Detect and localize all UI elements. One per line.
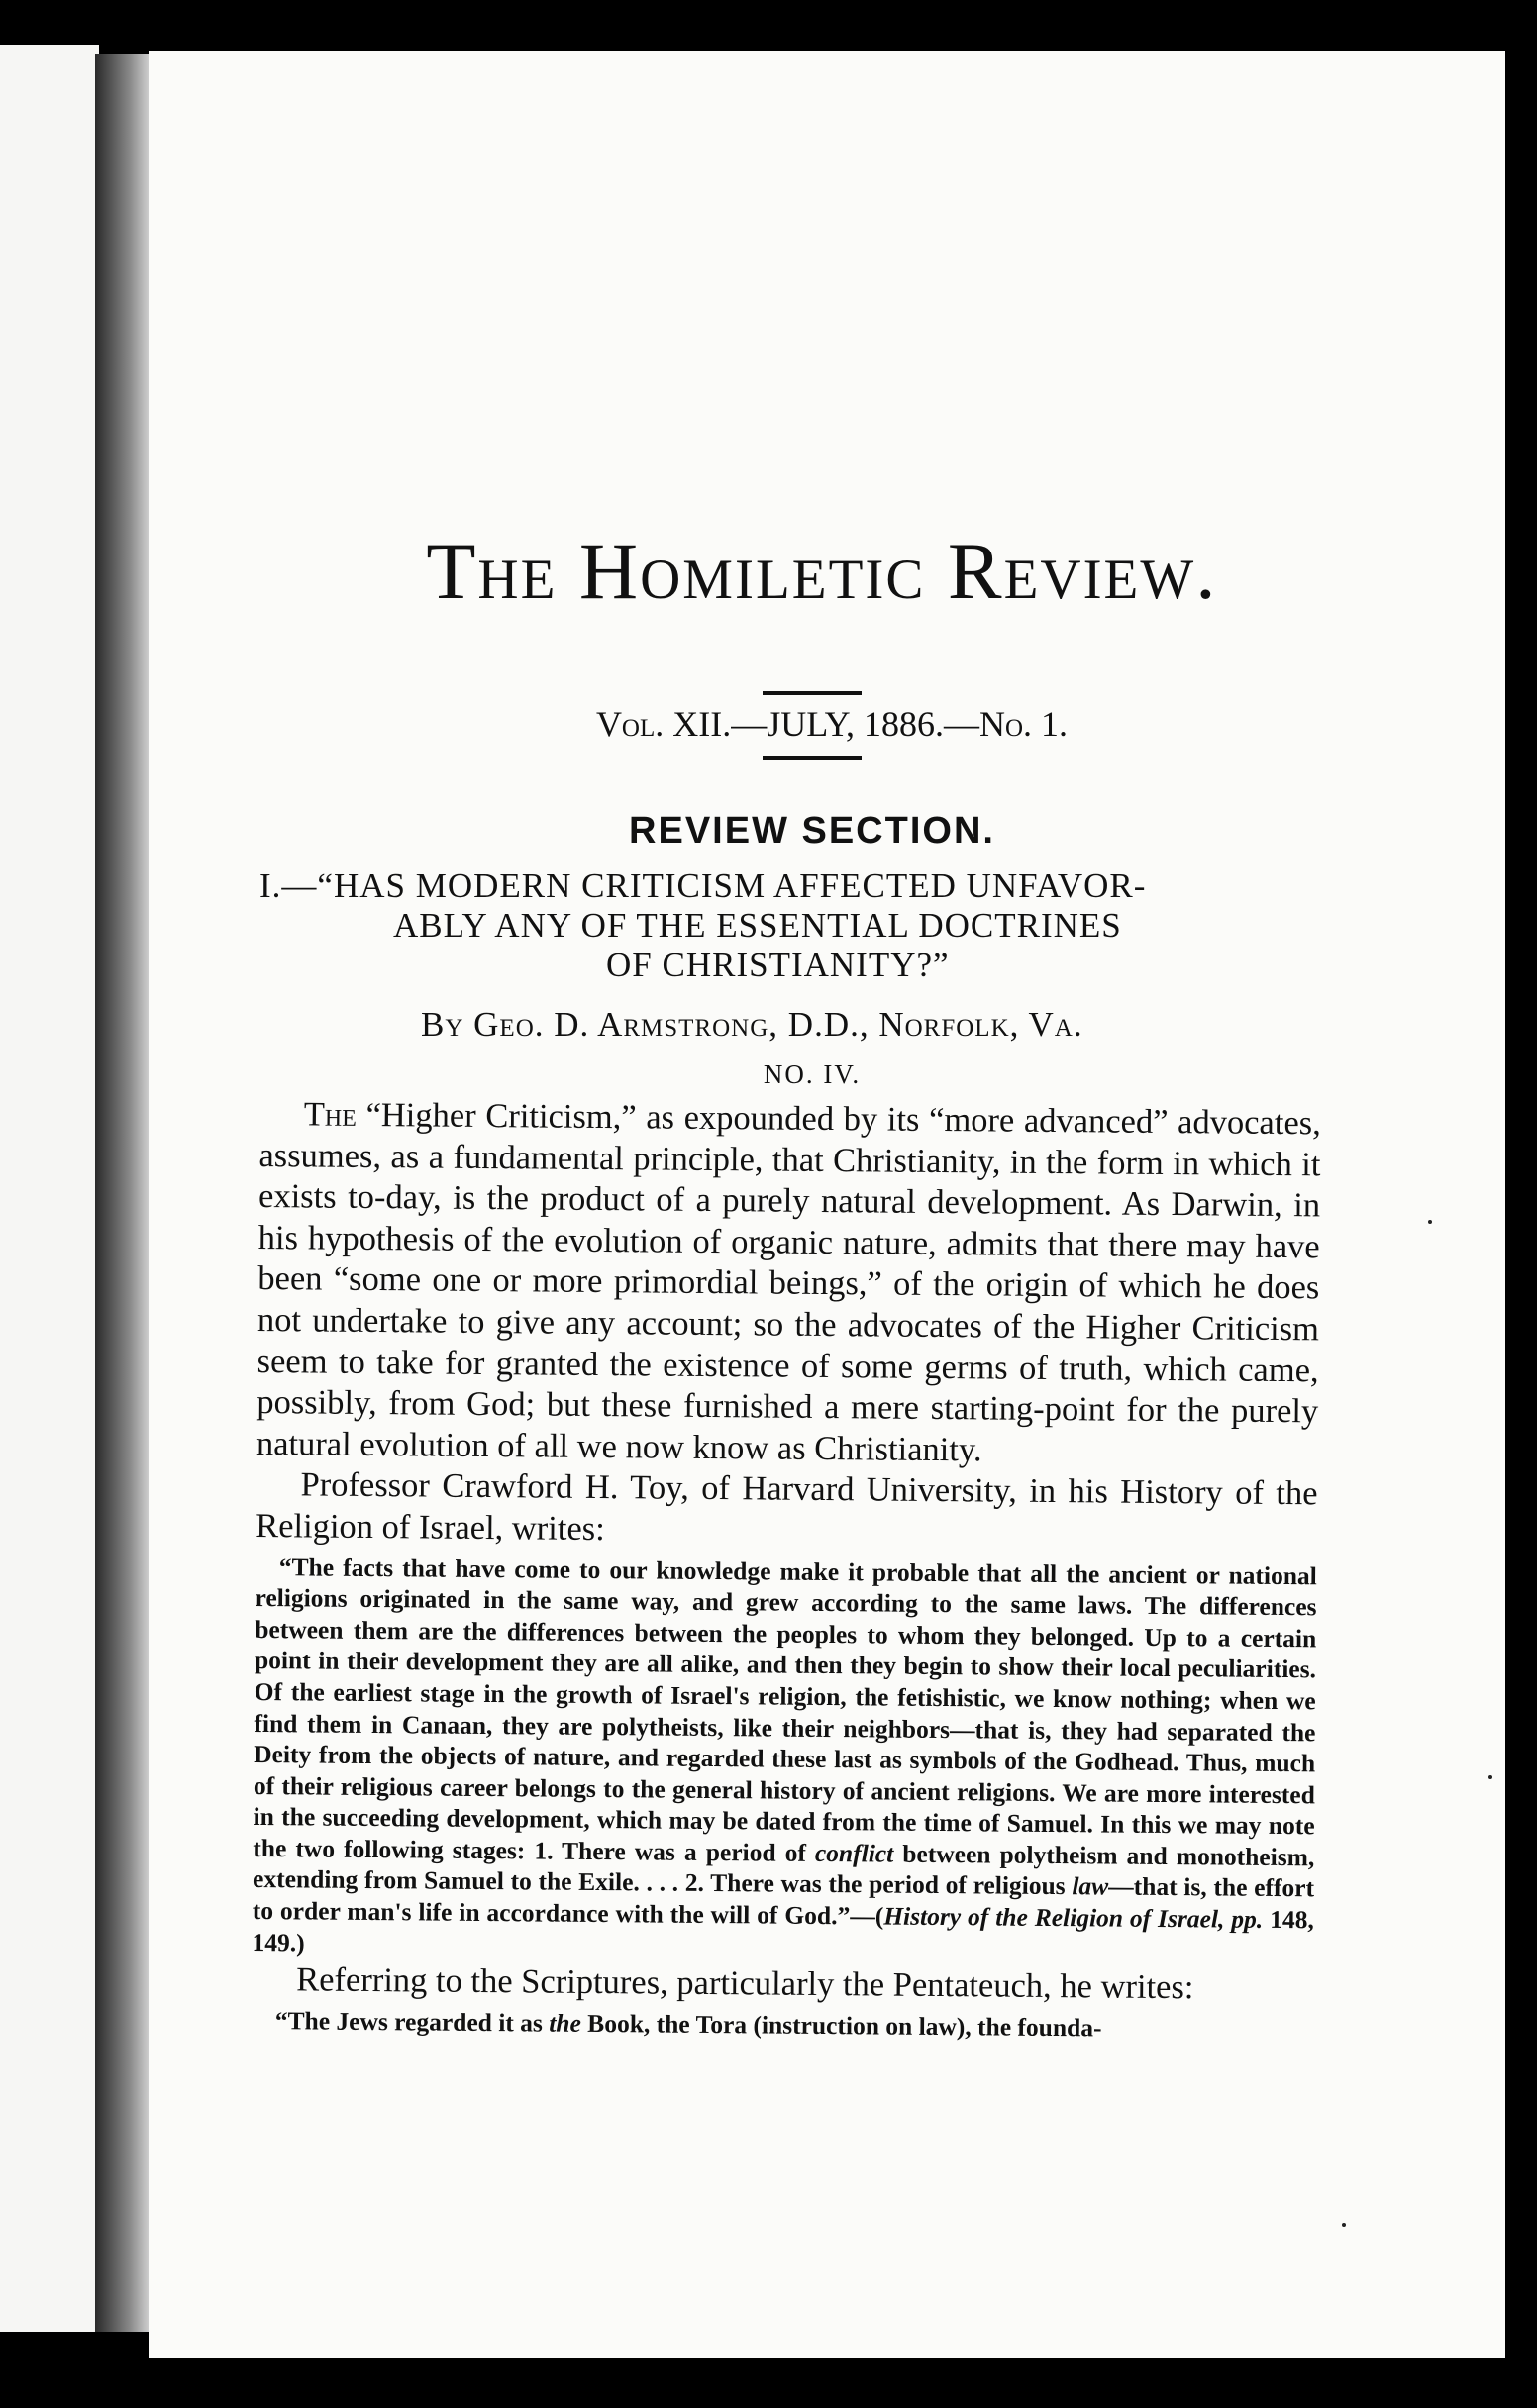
speck-1	[1428, 1220, 1432, 1224]
article-title-line-1: I.—“HAS MODERN CRITICISM AFFECTED UNFAVOR-	[259, 866, 1147, 905]
block-quote	[252, 1552, 1317, 1967]
article-number: NO. IV.	[763, 1059, 862, 1089]
quote-citation: History of the Religion of Israel, pp.	[883, 1901, 1264, 1934]
paragraph-1-text: “Higher Criticism,” as expounded by its “more advanced” advocates, assumes, as a fundamental principle, that Christianity, in the form in which it exists to-day, is the product of a purely natural development. As Darwin, in his hypothesis of the evolution of organic nature, admits that there may have been “some one or more primordial beings,” of the origin of which he does not undertake to give any account; so the advocates of the Higher Criticism seem to take for granted the existence of some germs of truth, which came, possibly, from God; but these furnished a mere starting-point for the purely natural evolution of all we now know as Christianity.	[256, 1095, 1321, 1469]
paragraph-1-lead: The	[303, 1095, 358, 1134]
paragraph-1	[256, 1094, 1321, 1474]
quote2-text-1: “The Jews regarded it as	[274, 2006, 550, 2038]
facing-page-edge	[0, 45, 99, 2332]
quote-text-1: “The facts that have come to our knowledge make it probable that all the ancient or national religions originated in the same way, and grew according to the same laws. The differences between them are the differences between the peoples to whom they belonged. Up to a certain point in their development they are all alike, and then they begin to show their local peculiarities. Of the earliest stage in the growth of Israel's religion, the fetishistic, we know nothing; when we find them in Canaan, they are polytheists, like their neighbors—that is, they had separated the Deity from the objects of nature, and regarded these last as symbols of the Godhead. Thus, much of their religious career belongs to the general history of ancient religions. We are more interested in the succeeding development, which may be dated from the time of Samuel. In this we may note the two following stages: 1. There was a period of	[253, 1552, 1317, 1867]
quote2-text-2: Book, the Tora (instruction on law), the founda-	[580, 2008, 1102, 2043]
speck-2	[1488, 1775, 1492, 1779]
quote2-emphasis: the	[549, 2008, 582, 2038]
article-title-line-3: OF CHRISTIANITY?”	[606, 946, 950, 984]
quote-text-2: between polytheism and monotheism, extending from Samuel to the Exile. . . . 2. There was the period of religious	[252, 1839, 1315, 1901]
volume-line: Vol. XII.—JULY, 1886.—No. 1.	[595, 704, 1069, 744]
rule-top	[763, 691, 862, 695]
section-heading: REVIEW SECTION.	[629, 810, 995, 852]
quote-emphasis-1: conflict	[814, 1838, 894, 1868]
article-title	[259, 866, 1349, 985]
rule-bottom	[763, 756, 862, 760]
paragraph-2: Professor Crawford H. Toy, of Harvard University, in his History of the Religion of Israel, writes:	[256, 1465, 1318, 1548]
journal-title: The Homiletic Review.	[426, 526, 1218, 616]
article-byline: By Geo. D. Armstrong, D.D., Norfolk, Va.	[421, 1005, 1083, 1044]
speck-3	[1342, 2223, 1346, 2227]
quote-text-3: —that is, the effort to order man's life in accordance with the will of God.”—(	[252, 1871, 1315, 1931]
quote-emphasis-2: law	[1072, 1871, 1109, 1901]
quote-pages: 148, 149.)	[252, 1904, 1314, 1957]
article-body	[252, 1094, 1321, 2046]
paragraph-3: Referring to the Scriptures, particularly the Pentateuch, he writes:	[296, 1960, 1194, 2007]
article-title-line-2: ABLY ANY OF THE ESSENTIAL DOCTRINES	[393, 906, 1122, 945]
